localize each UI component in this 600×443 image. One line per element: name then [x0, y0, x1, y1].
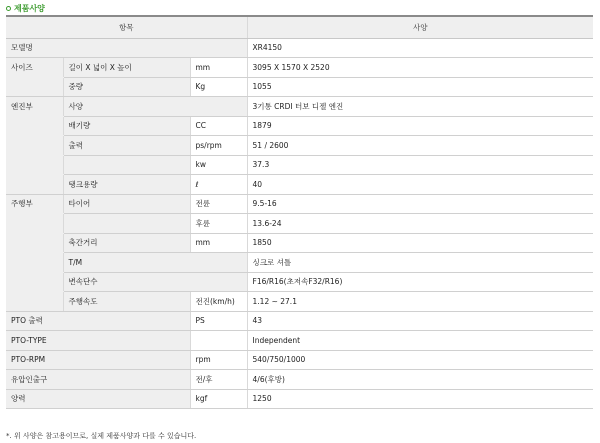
- table-row: [6, 194, 593, 214]
- row-value: 1879: [247, 116, 593, 136]
- row-unit: kgf: [190, 389, 247, 409]
- row-unit: 전륜: [190, 194, 247, 214]
- row-category: [6, 272, 63, 292]
- row-category: PTO-TYPE: [6, 331, 190, 351]
- row-category: [6, 253, 63, 273]
- row-category: [6, 214, 63, 234]
- table-row: [6, 253, 593, 273]
- row-category: PTO 출력: [6, 311, 190, 331]
- table-row: [6, 331, 593, 351]
- table-row: [6, 136, 593, 156]
- row-value: 1250: [247, 389, 593, 409]
- table-row: [6, 272, 593, 292]
- row-value: 4/6(후방): [247, 370, 593, 390]
- row-unit: mm: [190, 233, 247, 253]
- row-unit: 전/후: [190, 370, 247, 390]
- disclaimer-note: *. 위 사양은 참고용이므로, 실제 제품사양과 다를 수 있습니다.: [6, 432, 197, 440]
- row-category: 유압인출구: [6, 370, 190, 390]
- row-item: T/M: [63, 253, 247, 273]
- table-row: [6, 311, 593, 331]
- row-value: 1.12 ~ 27.1: [247, 292, 593, 312]
- row-unit: rpm: [190, 350, 247, 370]
- row-item: 탱크용량: [63, 175, 190, 195]
- section-title-text: 제품사양: [14, 4, 45, 13]
- row-value: 540/750/1000: [247, 350, 593, 370]
- row-category: 사이즈: [6, 58, 63, 78]
- row-category: [6, 292, 63, 312]
- row-value: 9.5-16: [247, 194, 593, 214]
- row-item: 길이 X 넓이 X 높이: [63, 58, 190, 78]
- row-unit: kw: [190, 155, 247, 175]
- header-item: 항목: [6, 16, 247, 38]
- row-unit: mm: [190, 58, 247, 78]
- table-row: [6, 389, 593, 409]
- table-row: [6, 175, 593, 195]
- row-item: 사양: [63, 97, 247, 117]
- table-row: [6, 350, 593, 370]
- row-value: 40: [247, 175, 593, 195]
- row-item: 축간거리: [63, 233, 190, 253]
- row-category: 양력: [6, 389, 190, 409]
- table-row: [6, 214, 593, 234]
- row-unit: PS: [190, 311, 247, 331]
- row-unit: 전진(km/h): [190, 292, 247, 312]
- row-item: 주행속도: [63, 292, 190, 312]
- row-category: PTO-RPM: [6, 350, 190, 370]
- table-header-row: [6, 16, 593, 38]
- row-category: [6, 233, 63, 253]
- table-row: [6, 116, 593, 136]
- row-category: 엔진부: [6, 97, 63, 117]
- circle-bullet-icon: [6, 6, 11, 11]
- row-category: 모델명: [6, 38, 247, 58]
- table-row: [6, 155, 593, 175]
- table-row: [6, 233, 593, 253]
- row-unit: [190, 331, 247, 351]
- row-category: [6, 155, 63, 175]
- row-value: 1850: [247, 233, 593, 253]
- row-value: Independent: [247, 331, 593, 351]
- row-value: 51 / 2600: [247, 136, 593, 156]
- row-item: 배기량: [63, 116, 190, 136]
- row-value: XR4150: [247, 38, 593, 58]
- table-row: [6, 292, 593, 312]
- header-spec: 사양: [247, 16, 593, 38]
- row-value: 3095 X 1570 X 2520: [247, 58, 593, 78]
- row-unit: ps/rpm: [190, 136, 247, 156]
- row-value: 1055: [247, 77, 593, 97]
- row-value: F16/R16(초저속F32/R16): [247, 272, 593, 292]
- row-item: 중량: [63, 77, 190, 97]
- table-row: [6, 97, 593, 117]
- row-unit: 후륜: [190, 214, 247, 234]
- row-item: [63, 155, 190, 175]
- row-unit: ℓ: [190, 175, 247, 195]
- row-category: 주행부: [6, 194, 63, 214]
- row-category: [6, 116, 63, 136]
- row-category: [6, 136, 63, 156]
- row-value: 3기통 CRDI 터보 디젤 엔진: [247, 97, 593, 117]
- row-value: 13.6-24: [247, 214, 593, 234]
- section-title: [6, 3, 45, 14]
- row-unit: CC: [190, 116, 247, 136]
- spec-table: [6, 15, 593, 409]
- row-value: 싱크로 셔틀: [247, 253, 593, 273]
- row-item: 출력: [63, 136, 190, 156]
- table-row: [6, 58, 593, 78]
- row-item: 변속단수: [63, 272, 247, 292]
- row-value: 37.3: [247, 155, 593, 175]
- row-category: [6, 175, 63, 195]
- row-value: 43: [247, 311, 593, 331]
- table-row: [6, 38, 593, 58]
- table-row: [6, 370, 593, 390]
- spec-table-body: [6, 38, 593, 409]
- row-unit: Kg: [190, 77, 247, 97]
- table-row: [6, 77, 593, 97]
- row-item: 타이어: [63, 194, 190, 214]
- row-category: [6, 77, 63, 97]
- row-item: [63, 214, 190, 234]
